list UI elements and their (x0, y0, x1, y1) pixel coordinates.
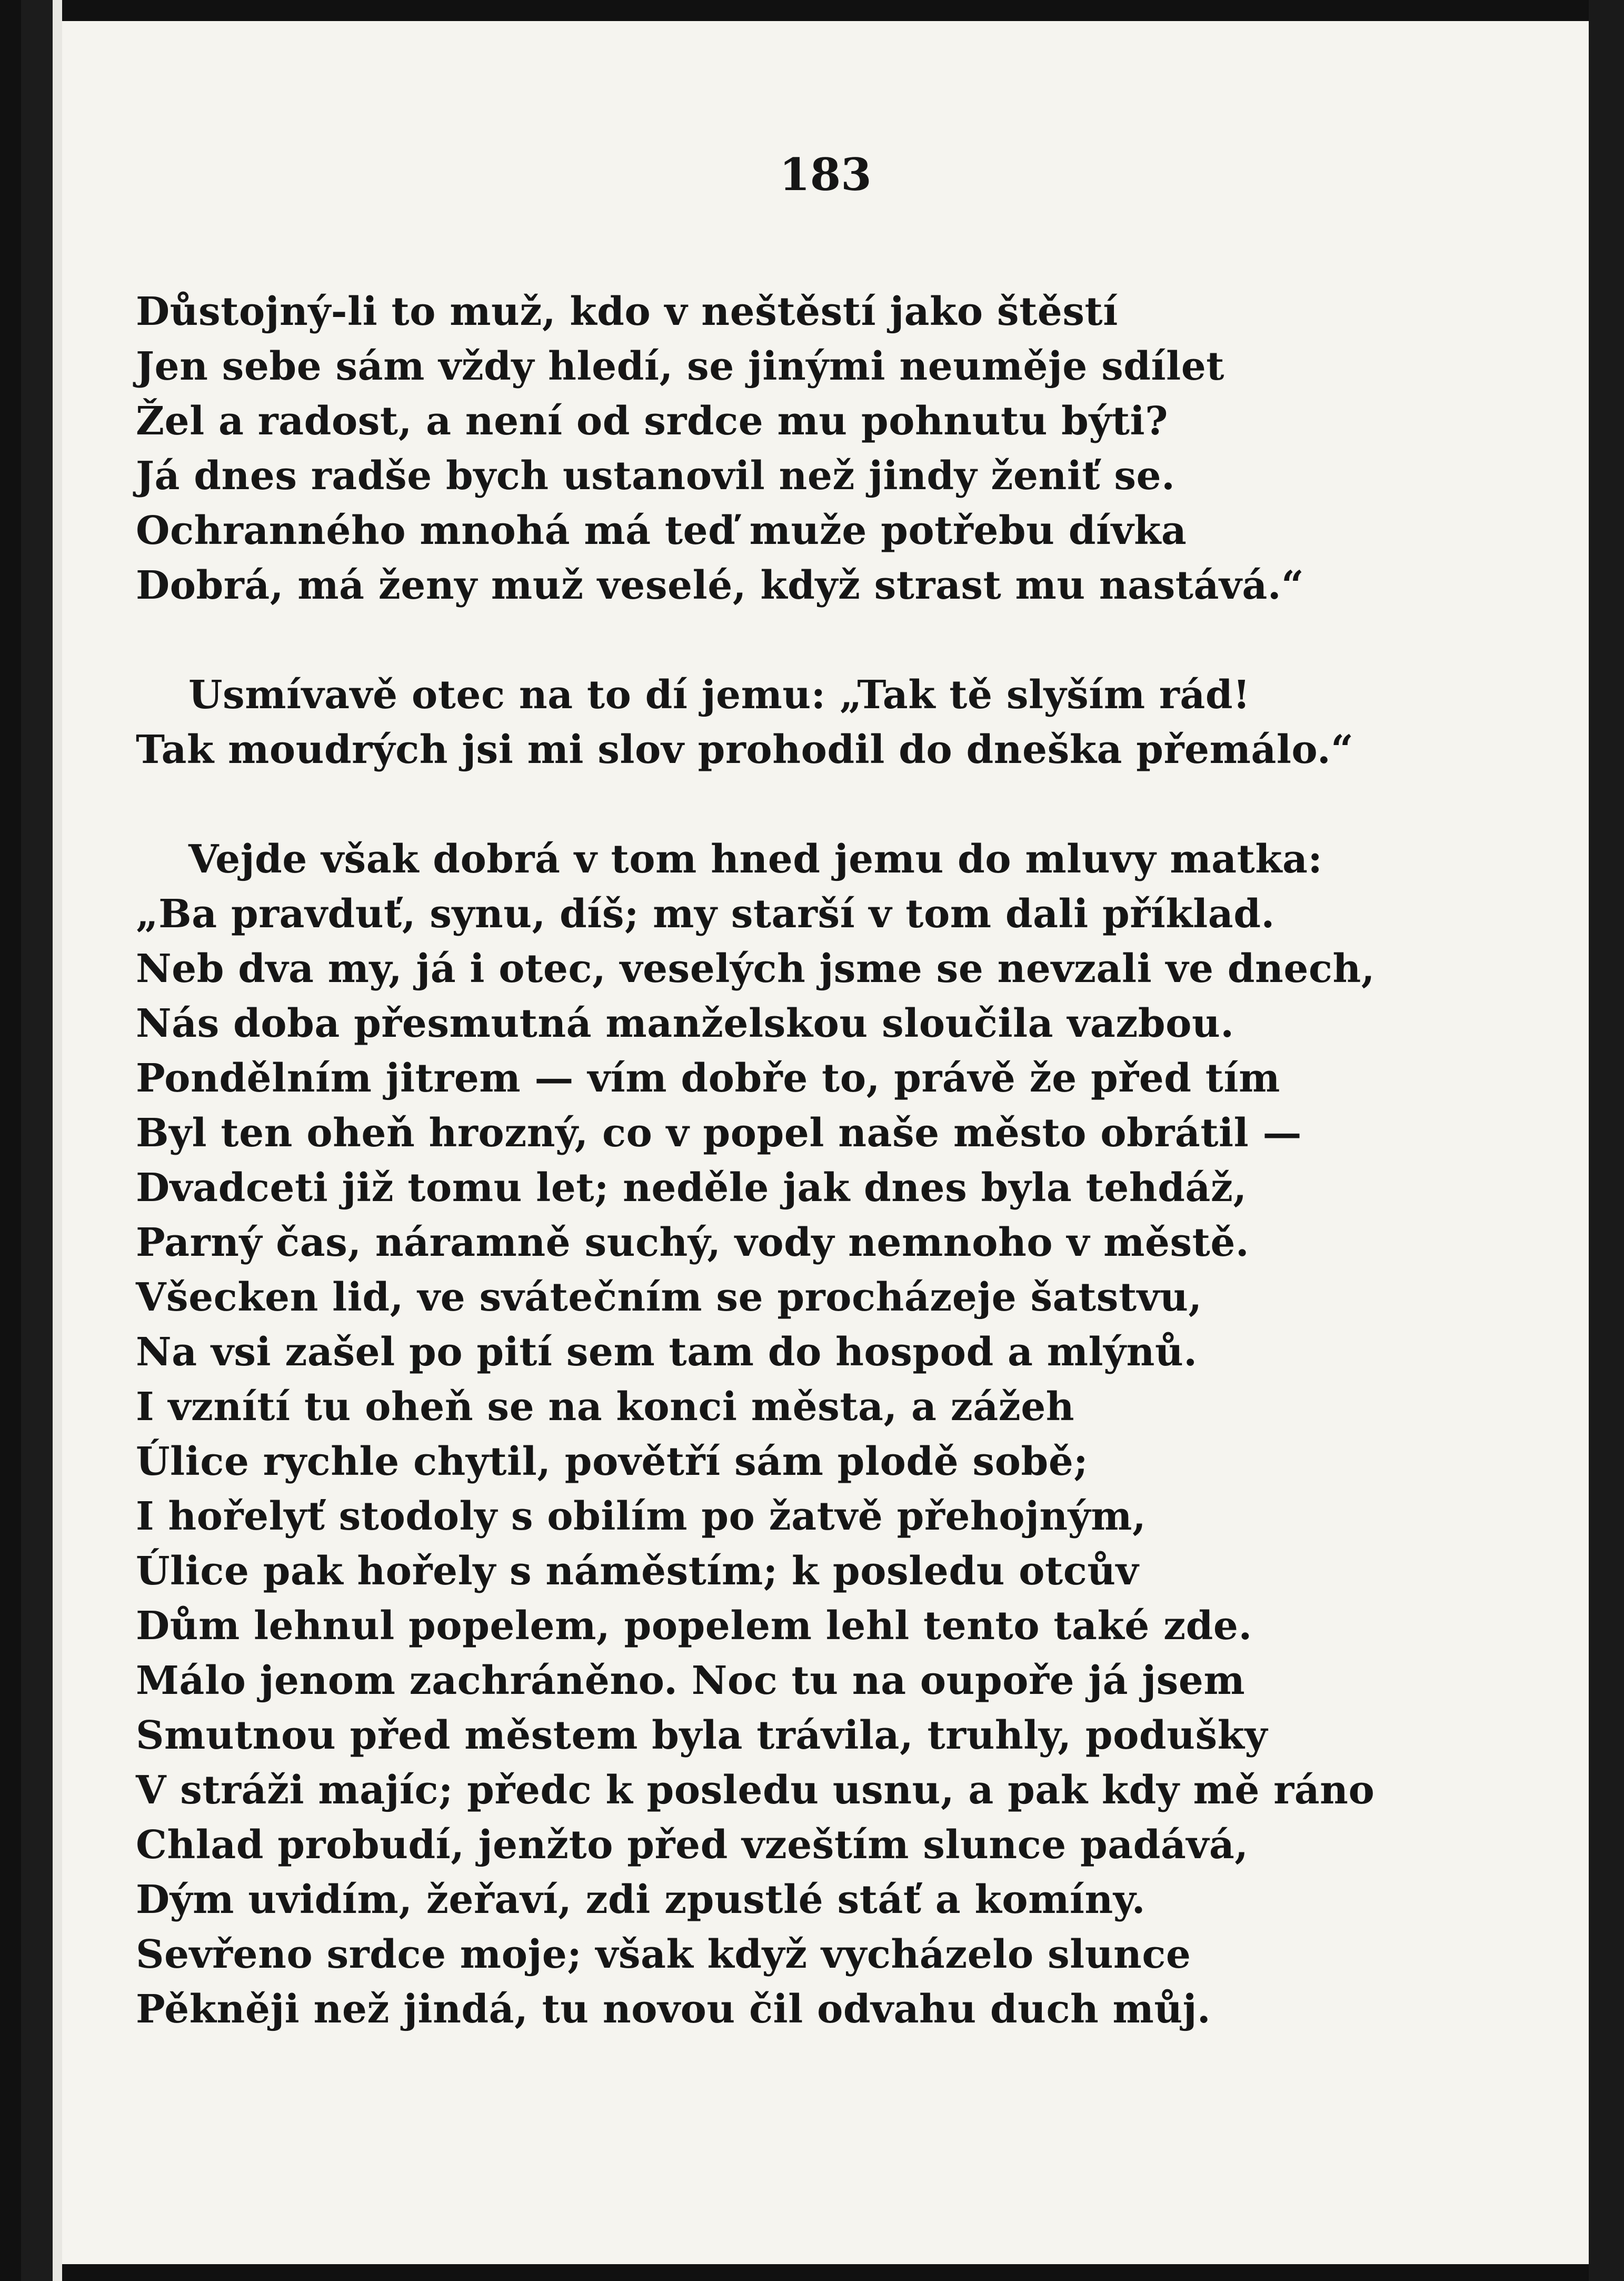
poem-line: Usmívavě otec na to dí jemu: „Tak tě slyším rád! (188, 672, 1251, 718)
poem-line: Ochranného mnohá má teď muže potřebu dívka (136, 508, 1187, 553)
page-number: 183 (779, 148, 872, 201)
poem-line: Málo jenom zachráněno. Noc tu na oupoře já jsem (136, 1658, 1246, 1703)
poem-line: Byl ten oheň hrozný, co v popel naše město obrátil — (136, 1110, 1302, 1156)
poem-line: Úlice pak hořely s náměstím; k posledu otcův (136, 1549, 1139, 1594)
poem-line: Jen sebe sám vždy hledí, se jinými neuměje sdílet (136, 344, 1224, 389)
poem-line: Důstojný-li to muž, kdo v neštěstí jako štěstí (136, 289, 1118, 334)
poem-line: I hořelyť stodoly s obilím po žatvě přehojným, (136, 1494, 1147, 1539)
poem-line: Tak moudrých jsi mi slov prohodil do dneška přemálo.“ (136, 727, 1354, 772)
poem-line: Dobrá, má ženy muž veselé, když strast mu nastává.“ (136, 563, 1304, 608)
poem-line: V stráži majíc; předc k posledu usnu, a pak kdy mě ráno (136, 1768, 1375, 1813)
poem-line: Parný čas, náramně suchý, vody nemnoho v městě. (136, 1220, 1250, 1265)
poem-line: Všecken lid, ve svátečním se procházeje šatstvu, (136, 1275, 1202, 1320)
book-page (62, 21, 1589, 2264)
poem-line: Pěkněji než jindá, tu novou čil odvahu duch můj. (136, 1987, 1211, 2032)
stanza-1 (136, 284, 1557, 613)
page-edge-right (1589, 0, 1624, 2281)
poem-line: Nás doba přesmutná manželskou sloučila vazbou. (136, 1001, 1234, 1046)
binding-gap (53, 0, 62, 2281)
poem-line: Smutnou před městem byla trávila, truhly, podušky (136, 1713, 1268, 1758)
poem-line: Vejde však dobrá v tom hned jemu do mluvy matka: (188, 837, 1323, 882)
poem-line: Úlice rychle chytil, povětří sám plodě sobě; (136, 1439, 1089, 1484)
poem-text (136, 284, 1557, 2037)
stanza-3 (136, 832, 1557, 2037)
poem-line: Dým uvidím, žeřaví, zdi zpustlé stáť a komíny. (136, 1877, 1146, 1922)
poem-line: Já dnes radše bych ustanovil než jindy ženiť se. (136, 453, 1175, 499)
poem-line: Pondělním jitrem — vím dobře to, právě že před tím (136, 1056, 1280, 1101)
poem-line: Neb dva my, já i otec, veselých jsme se nevzali ve dnech, (136, 946, 1376, 991)
poem-line: Dvadceti již tomu let; neděle jak dnes byla tehdáž, (136, 1165, 1247, 1211)
stanza-2 (136, 668, 1557, 777)
poem-line: Dům lehnul popelem, popelem lehl tento také zde. (136, 1603, 1252, 1649)
poem-line: „Ba pravduť, synu, díš; my starší v tom dali příklad. (136, 891, 1275, 937)
poem-line: Žel a radost, a není od srdce mu pohnutu býti? (136, 399, 1169, 444)
poem-line: Na vsi zašel po pití sem tam do hospod a mlýnů. (136, 1330, 1198, 1375)
binding-edge (21, 0, 53, 2281)
poem-line: I vznítí tu oheň se na konci města, a zážeh (136, 1384, 1075, 1430)
poem-line: Sevřeno srdce moje; však když vycházelo slunce (136, 1932, 1191, 1977)
poem-line: Chlad probudí, jenžto před vzeštím slunce padává, (136, 1822, 1249, 1868)
